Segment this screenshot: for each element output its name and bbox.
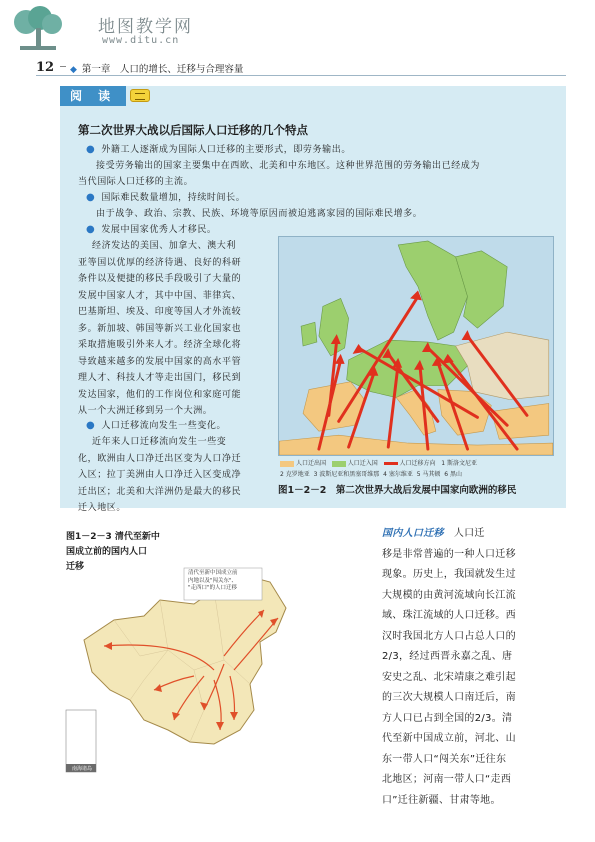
body-line: 理人才、科技人才等走出国门，移民到 bbox=[78, 373, 242, 383]
diamond-icon: ◆ bbox=[70, 65, 77, 75]
china-map-caption: 图1－2－3 清代至新中 国成立前的国内人口 迁移 bbox=[66, 532, 160, 572]
point-4-body bbox=[78, 434, 274, 517]
domestic-migration-text bbox=[382, 524, 570, 811]
body-line: 迁出区；北美和大洋洲仍是最大的移民 bbox=[78, 486, 242, 497]
body-line: 发展中国家人才，其中中国、菲律宾、 bbox=[78, 290, 242, 301]
point-3: ● 发展中国家优秀人才移民。 bbox=[86, 224, 217, 235]
body-line: 巴基斯坦、埃及、印度等国人才外流较 bbox=[78, 307, 242, 317]
text-line: 的三次大规模人口南迁后，南 bbox=[382, 692, 516, 703]
body-line: 条件以及便捷的移民手段吸引了大量的 bbox=[78, 274, 242, 284]
inset-box bbox=[66, 710, 96, 772]
text-line: 2/3，经过西晋永嘉之乱、唐 bbox=[382, 651, 513, 662]
arrow-swatch bbox=[384, 462, 398, 465]
section-heading: 国内人口迁移 bbox=[382, 528, 444, 539]
chapter-text: 第一章 人口的增长、迁移与合理容量 bbox=[81, 64, 244, 75]
reading-title: 第二次世界大战以后国际人口迁移的几个特点 bbox=[78, 123, 308, 137]
point-1: ● 外籍工人逐渐成为国际人口迁移的主要形式，即劳务输出。 bbox=[86, 144, 351, 155]
body-line: 多。新加坡、韩国等新兴工业化国家也 bbox=[78, 323, 242, 334]
body-line: 经济发达的美国、加拿大、澳大利 bbox=[92, 241, 237, 251]
immigration-swatch bbox=[332, 461, 346, 467]
header-rule bbox=[36, 75, 566, 76]
text-line: 移是非常普遍的一种人口迁移 bbox=[382, 548, 516, 560]
page-number: 12 bbox=[36, 60, 55, 75]
emigration-swatch bbox=[280, 461, 294, 467]
europe-migration-map bbox=[278, 236, 554, 456]
europe-map-caption: 图1－2－2 第二次世界大战后发展中国家向欧洲的移民 bbox=[278, 485, 517, 496]
body-line: 入区；拉丁美洲由人口净迁入区变成净 bbox=[78, 470, 242, 480]
inset-label: 南海诸岛 bbox=[71, 766, 92, 772]
china-migration-map bbox=[64, 560, 302, 778]
legend-row-1: 人口迁出国 人口迁入国 人口迁移方向 1 斯洛文尼亚 bbox=[280, 458, 477, 467]
legend-row-2: 2 克罗地亚 3 波斯尼亚和黑塞哥维那 4 塞尔维亚 5 马其顿 6 黑山 bbox=[280, 471, 462, 478]
text-line: 域、珠江流域的人口迁移。西 bbox=[382, 610, 516, 621]
text-line: 汉时我国北方人口占总人口的 bbox=[382, 630, 516, 642]
book-icon bbox=[130, 89, 150, 102]
bullet-icon: ● bbox=[86, 224, 96, 235]
body-line: 从一个大洲迁移到另一个大洲。 bbox=[78, 406, 213, 416]
header-divider bbox=[60, 66, 66, 67]
point-3-body bbox=[78, 238, 274, 420]
body-line: 迁入地区。 bbox=[78, 503, 127, 513]
point-1-detail-b: 当代国际人口迁移的主流。 bbox=[78, 177, 194, 187]
site-name: 地图教学网 bbox=[98, 17, 193, 37]
china-map-annotation: 清代至新中国成立前 内地以及"闯关东"、 "走西口"的人口迁移 bbox=[188, 570, 238, 591]
point-1-detail-a: 接受劳务输出的国家主要集中在西欧、北美和中东地区。这种世界范围的劳务输出已经成为 bbox=[96, 161, 481, 171]
point-2: ● 国际难民数量增加，持续时间长。 bbox=[86, 192, 246, 203]
bullet-icon: ● bbox=[86, 144, 96, 155]
body-line: 发达国家，他们的工作岗位和家庭可能 bbox=[78, 389, 242, 400]
bullet-icon: ● bbox=[86, 420, 96, 431]
point-2-detail: 由于战争、政治、宗教、民族、环境等原因而被迫逃离家园的国际难民增多。 bbox=[96, 209, 423, 219]
text-line: 北地区；河南一带人口“走西 bbox=[382, 774, 512, 785]
body-line: 化，欧洲由人口净迁出区变为人口净迁 bbox=[78, 453, 242, 464]
text-line: 代至新中国成立前，河北、山 bbox=[382, 733, 516, 744]
body-line: 导致越来越多的发展中国家的高水平管 bbox=[78, 356, 242, 367]
point-4: ● 人口迁移流向发生一些变化。 bbox=[86, 420, 227, 431]
text-line: 现象。历史上，我国就发生过 bbox=[382, 569, 516, 580]
site-url: www.ditu.cn bbox=[102, 35, 180, 46]
body-line: 采取措施吸引外来人才。经济全球化将 bbox=[78, 340, 242, 350]
text-line: 方人口已占到全国的2/3。清 bbox=[382, 712, 513, 724]
bullet-icon: ● bbox=[86, 192, 96, 203]
text-line: 大规模的由黄河流域向长江流 bbox=[382, 589, 516, 601]
tree-logo-icon bbox=[10, 6, 66, 52]
europe-map-legend bbox=[278, 456, 554, 480]
text-line: 国内人口迁移 人口迁 bbox=[382, 528, 485, 539]
body-line: 亚等国以优厚的经济待遇、良好的科研 bbox=[78, 257, 242, 268]
body-line: 近年来人口迁移流向发生一些变 bbox=[92, 437, 227, 447]
text-line: 东一带人口“闯关东”迁往东 bbox=[382, 753, 507, 765]
chapter-title bbox=[70, 61, 243, 75]
site-logo bbox=[6, 6, 226, 52]
reading-tag: 阅 读 bbox=[60, 86, 126, 106]
text-line: 安史之乱、北宋靖康之难引起 bbox=[382, 671, 516, 683]
text-line: 口”迁往新疆、甘肃等地。 bbox=[382, 794, 501, 806]
